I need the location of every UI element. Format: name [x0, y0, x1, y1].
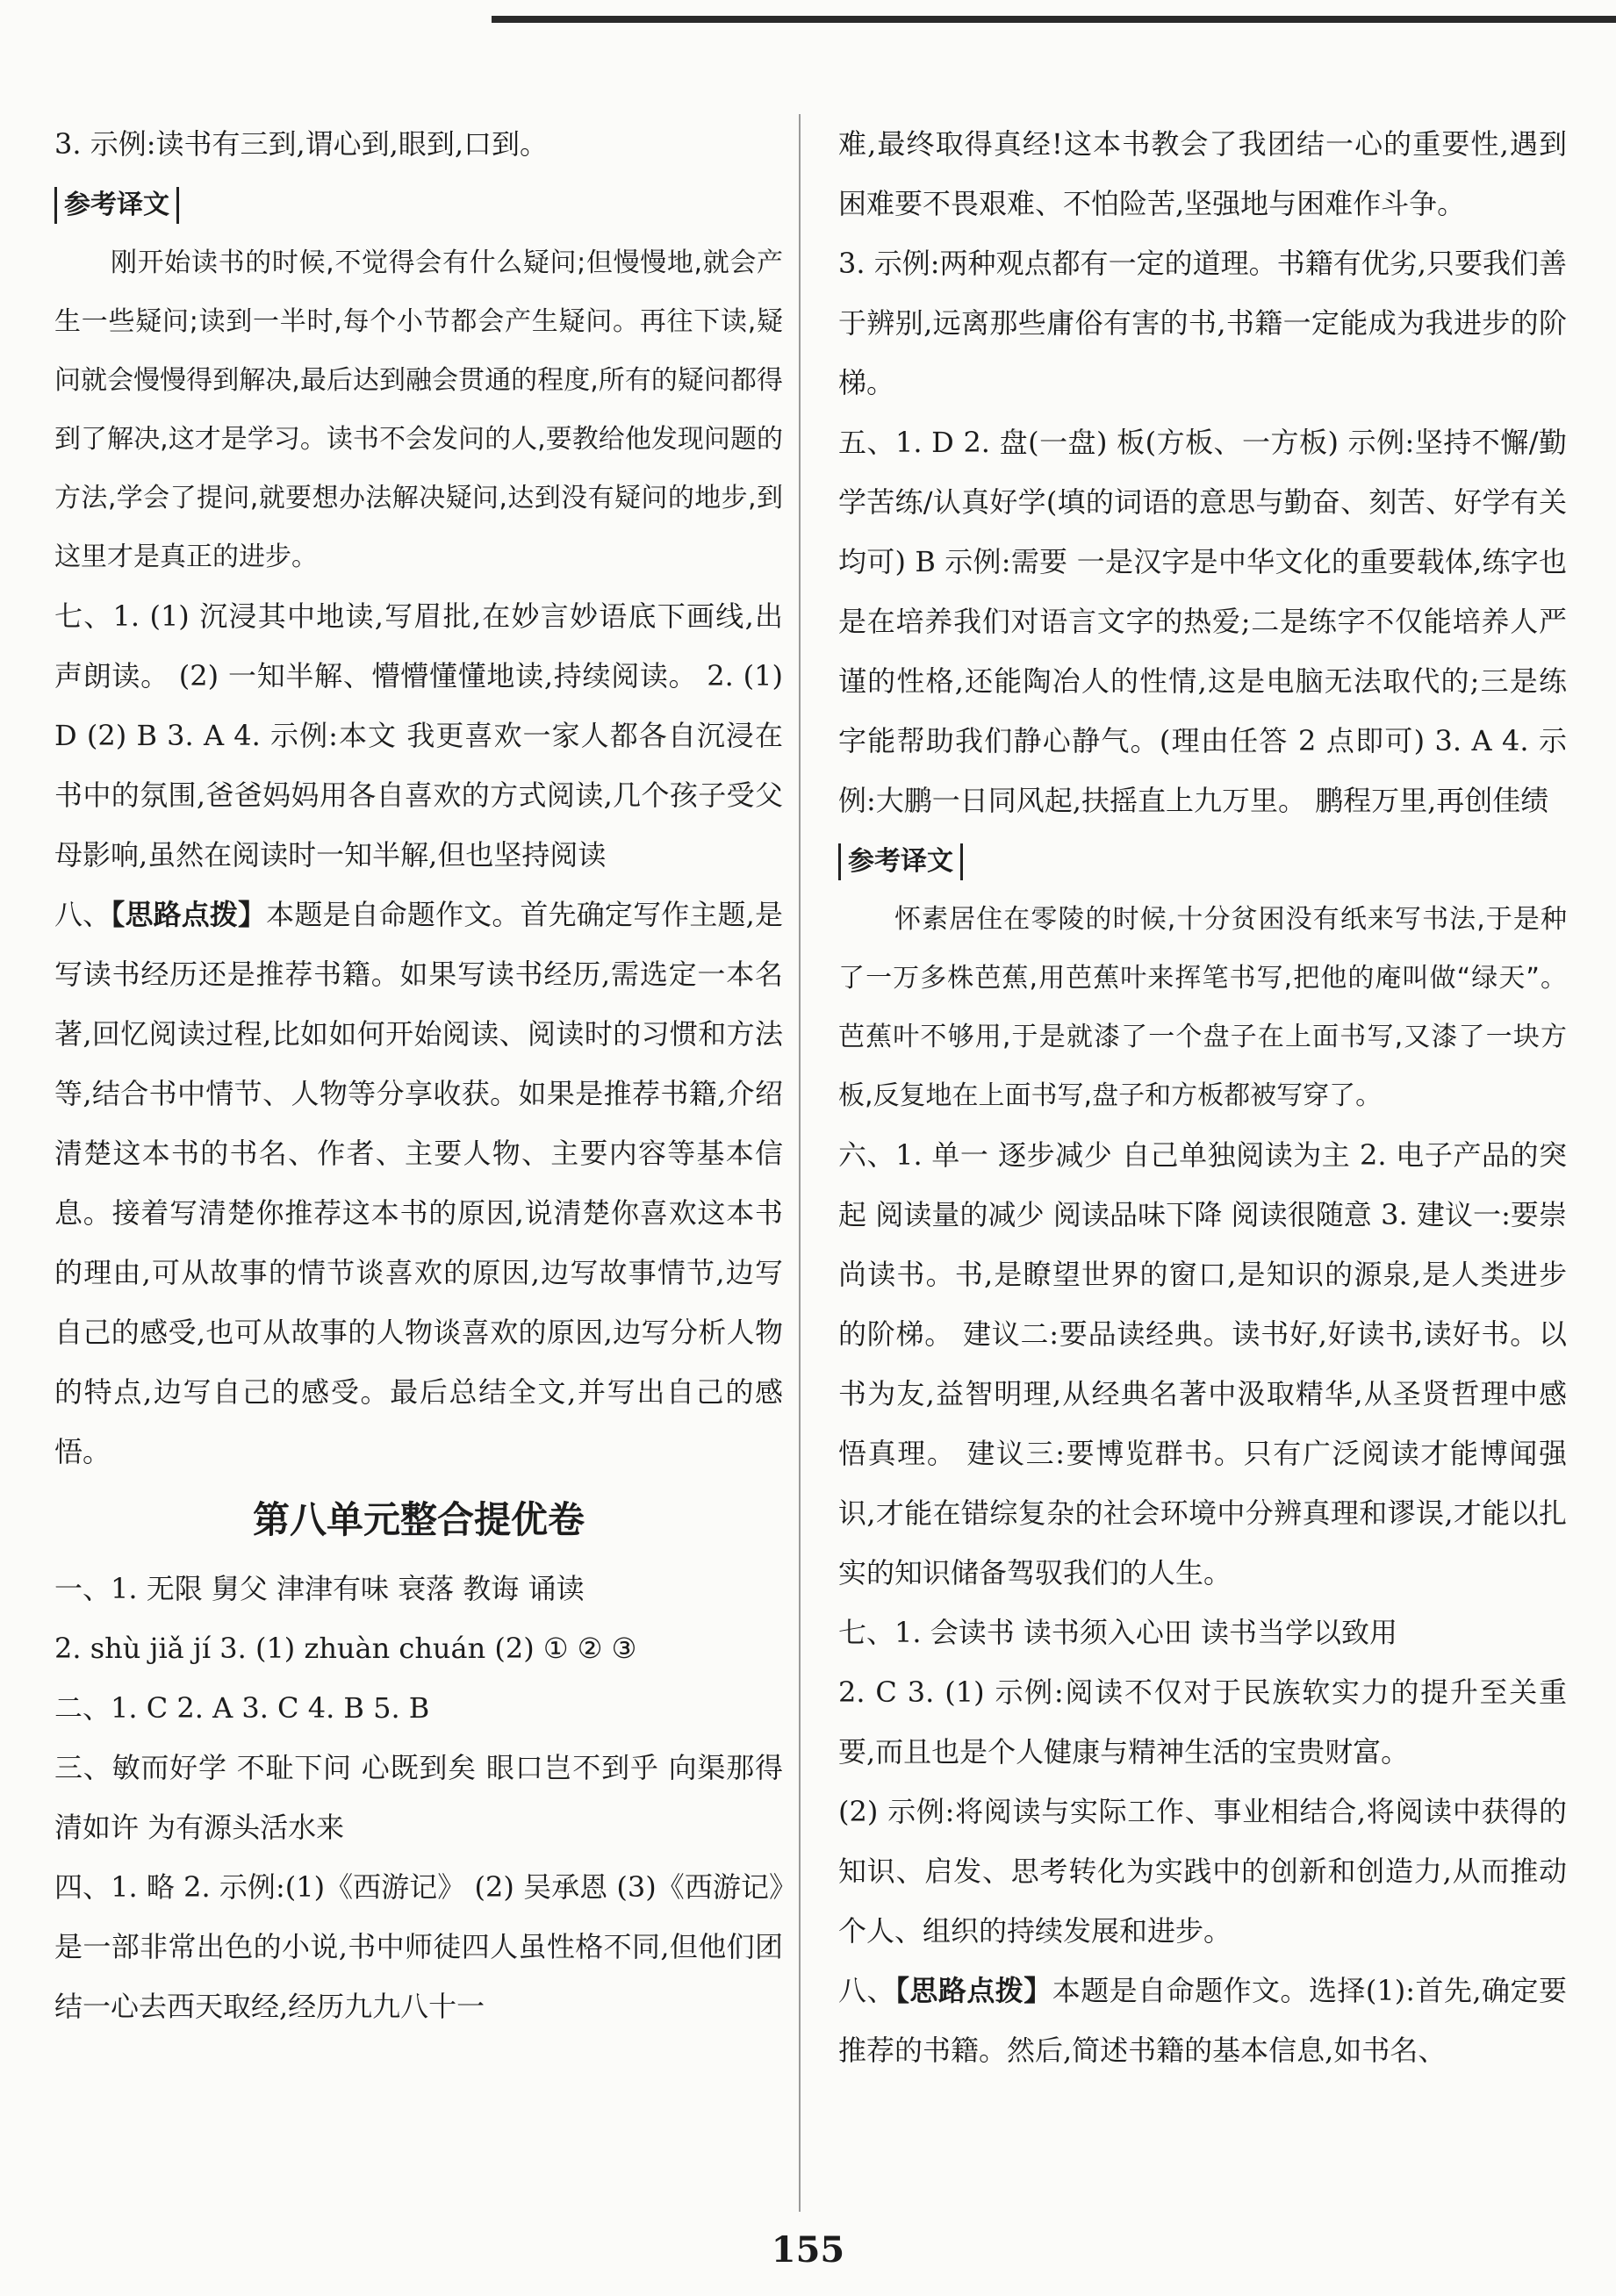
answer-s7-1: 七、1. 会读书 读书须入心田 读书当学以致用 — [838, 1616, 1398, 1649]
answer-l-q3: 3. 示例:读书有三到,谓心到,眼到,口到。 — [54, 127, 549, 161]
answer-s6: 六、1. 单一 逐步减少 自己单独阅读为主 2. 电子产品的突起 阅读量的减少 阅读品味下降 阅读很随意 3. 建议一:要崇尚读书。书,是瞭望世界的窗口,是知识的源泉,是人类进步的阶梯。 建议二:要品读经典。读书好,好读书,读好书。以书为友,益智明理,从经典名著中汲取精华,从圣贤哲理中感悟真理。 建议三:要博览群书。只有广泛阅读才能博闻强识,才能在错综复杂的社会环境中分辨真理和谬误,才能以扎实的知识储备驾驭我们的人生。 — [838, 1138, 1567, 1589]
top-rule — [492, 16, 1616, 23]
answer-q7: 七、1. (1) 沉浸其中地读,写眉批,在妙言妙语底下画线,出声朗读。 (2) 一知半解、懵懵懂懂地读,持续阅读。 2. (1) D (2) B 3. A 4. 示例:本文 我更喜欢一家人都各自沉浸在书中的氛围,爸爸妈妈用各自喜欢的方式阅读,几个孩子受父母影响,虽然在阅读时一知半解,但也坚持阅读 — [54, 599, 793, 872]
answer-s5: 五、1. D 2. 盘(一盘) 板(方板、一方板) 示例:坚持不懈/勤学苦练/认真好学(填的词语的意思与勤奋、刻苦、好学有关均可) B 示例:需要 一是汉字是中华文化的重要载体,练字也是在培养我们对语言文字的热爱;二是练字不仅能培养人严谨的性格,还能陶冶人的性情,这是电脑无法取代的;三是练字能帮助我们静心静气。(理由任答 2 点即可) 3. A 4. 示例:大鹏一日同风起,扶摇直上九万里。 鹏程万里,再创佳绩 — [838, 426, 1567, 817]
answer-s4: 四、1. 略 2. 示例:(1)《西游记》 (2) 吴承恩 (3)《西游记》是一部非常出色的小说,书中师徒四人虽性格不同,但他们团结一心去西天取经,经历九九八十一 — [54, 1870, 783, 2023]
translation-text: 刚开始读书的时候,不觉得会有什么疑问;但慢慢地,就会产生一些疑问;读到一半时,每个小节都会产生疑问。再往下读,疑问就会慢慢得到解决,最后达到融会贯通的程度,所有的疑问都得到了解决,这才是学习。读书不会发问的人,要教给他发现问题的方法,学会了提问,就要想办法解决疑问,达到没有疑问的地步,到这里才是真正的进步。 — [54, 248, 783, 572]
answer-q8 — [54, 885, 783, 1482]
answer-s8 — [838, 1961, 1567, 2080]
answer-s7-3: (2) 示例:将阅读与实际工作、事业相结合,将阅读中获得的知识、启发、思考转化为实践中的创新和创造力,从而推动个人、组织的持续发展和进步。 — [838, 1795, 1567, 1948]
answer-s1-2: 2. shù jiǎ jí 3. (1) zhuàn chuán (2) ① ② ③ — [54, 1632, 637, 1665]
answer-r-q3: 3. 示例:两种观点都有一定的道理。书籍有优劣,只要我们善于辨别,远离那些庸俗有害的书,书籍一定能成为我进步的阶梯。 — [838, 247, 1567, 399]
q8-prefix: 八、 — [54, 898, 111, 931]
answer-s2: 二、1. C 2. A 3. C 4. B 5. B — [54, 1691, 430, 1725]
q8-text: 本题是自命题作文。首先确定写作主题,是写读书经历还是推荐书籍。如果写读书经历,需选定一本名著,回忆阅读过程,比如如何开始阅读、阅读时的习惯和方法等,结合书中情节、人物等分享收获。如果是推荐书籍,介绍清楚这本书的书名、作者、主要人物、主要内容等基本信息。接着写清楚你推荐这本书的原因,说清楚你喜欢这本书的理由,可从故事的情节谈喜欢的原因,边写故事情节,边写自己的感受,也可从故事的人物谈喜欢的原因,边写分析人物的特点,边写自己的感受。最后总结全文,并写出自己的感悟。 — [54, 898, 783, 1468]
translation-tag: 参考译文 — [838, 843, 963, 880]
column-divider — [799, 114, 801, 2212]
s8-text: 本题是自命题作文。选择(1):首先,确定要推荐的书籍。然后,简述书籍的基本信息,如书名、 — [838, 1974, 1567, 2067]
right-column — [838, 114, 1567, 2080]
answer-s7-2: 2. C 3. (1) 示例:阅读不仅对于民族软实力的提升至关重要,而且也是个人健康与精神生活的宝贵财富。 — [838, 1675, 1567, 1769]
translation-text: 怀素居住在零陵的时候,十分贫困没有纸来写书法,于是种了一万多株芭蕉,用芭蕉叶来挥笔书写,把他的庵叫做“绿天”。芭蕉叶不够用,于是就漆了一个盘子在上面书写,又漆了一块方板,反复地在上面书写,盘子和方板都被写穿了。 — [838, 904, 1567, 1111]
answer-s1-1: 一、1. 无限 舅父 津津有味 衰落 教诲 诵读 — [54, 1572, 585, 1605]
hint-tag: 【思路点拨】 — [111, 898, 267, 931]
answer-s3: 三、敏而好学 不耻下问 心既到矣 眼口岂不到乎 向渠那得清如许 为有源头活水来 — [54, 1751, 783, 1844]
hint-tag: 【思路点拨】 — [894, 1974, 1052, 2007]
page-number: 155 — [771, 2229, 845, 2271]
s8-prefix: 八、 — [838, 1974, 895, 2007]
left-column — [54, 114, 793, 2036]
translation-tag: 参考译文 — [54, 187, 179, 224]
section-title: 第八单元整合提优卷 — [252, 1498, 585, 1541]
answer-continuation: 难,最终取得真经!这本书教会了我团结一心的重要性,遇到困难要不畏艰难、不怕险苦,坚强地与困难作斗争。 — [838, 127, 1567, 220]
